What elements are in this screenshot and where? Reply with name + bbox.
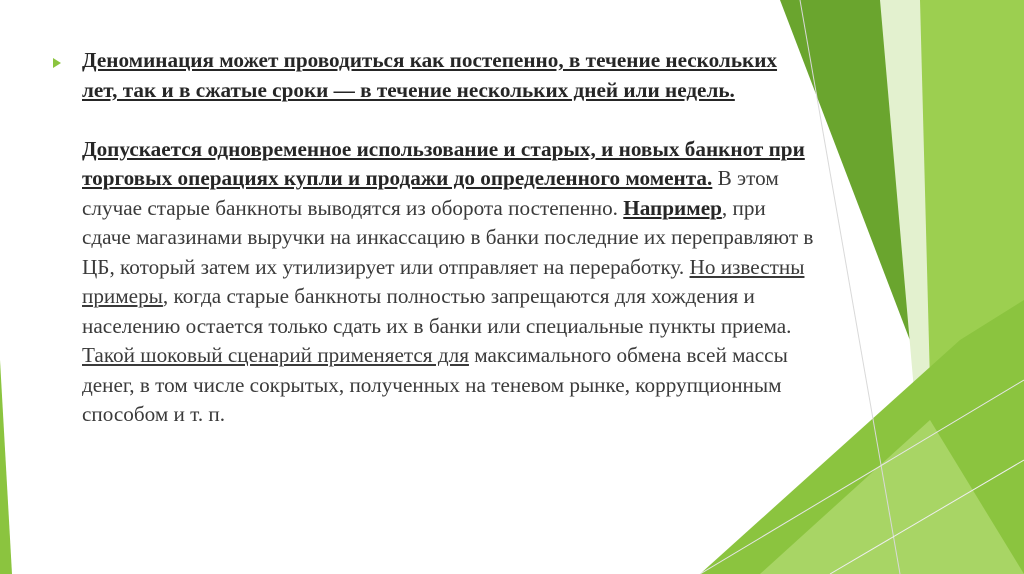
paragraph-gap [82, 105, 817, 135]
green-strip-left [0, 360, 12, 574]
paragraph-2-text-3: , когда старые банкноты полностью запрещаются для хождения и населению остается только сдать их в банки или специальные пункты приема. [82, 284, 792, 338]
shock-scenario-highlight: Такой шоковый сценарий применяется для [82, 343, 469, 367]
triangle-bullet-icon [53, 58, 61, 68]
paragraph-2-lead: Допускается одновременное использование и старых, и новых банкнот при торговых операциях купли и продажи до определенного момента. [82, 136, 805, 190]
paragraph-2-text-4: максимального обмена всей массы денег, в том числе сокрытых, полученных на теневом рынке, коррупционным способом и т. п. [82, 343, 788, 426]
paragraph-2-text-1: В этом случае старые банкноты выводятся из оборота постепенно. [82, 166, 779, 220]
known-examples-highlight: Но известны примеры [82, 254, 805, 308]
example-highlight: Например [623, 195, 722, 220]
paragraph-1 [82, 46, 817, 105]
paragraph-1-text: Деноминация может проводиться как постепенно, в течение нескольких лет, так и в сжатые сроки — в течение нескольких дней или недель. [82, 48, 778, 102]
slide-text [82, 46, 817, 430]
paragraph-2 [82, 135, 817, 430]
paragraph-2-text-2: , при сдаче магазинами выручки на инкассацию в банки последние их переправляют в ЦБ, который затем их утилизирует или отправляет на переработку. [82, 195, 814, 279]
